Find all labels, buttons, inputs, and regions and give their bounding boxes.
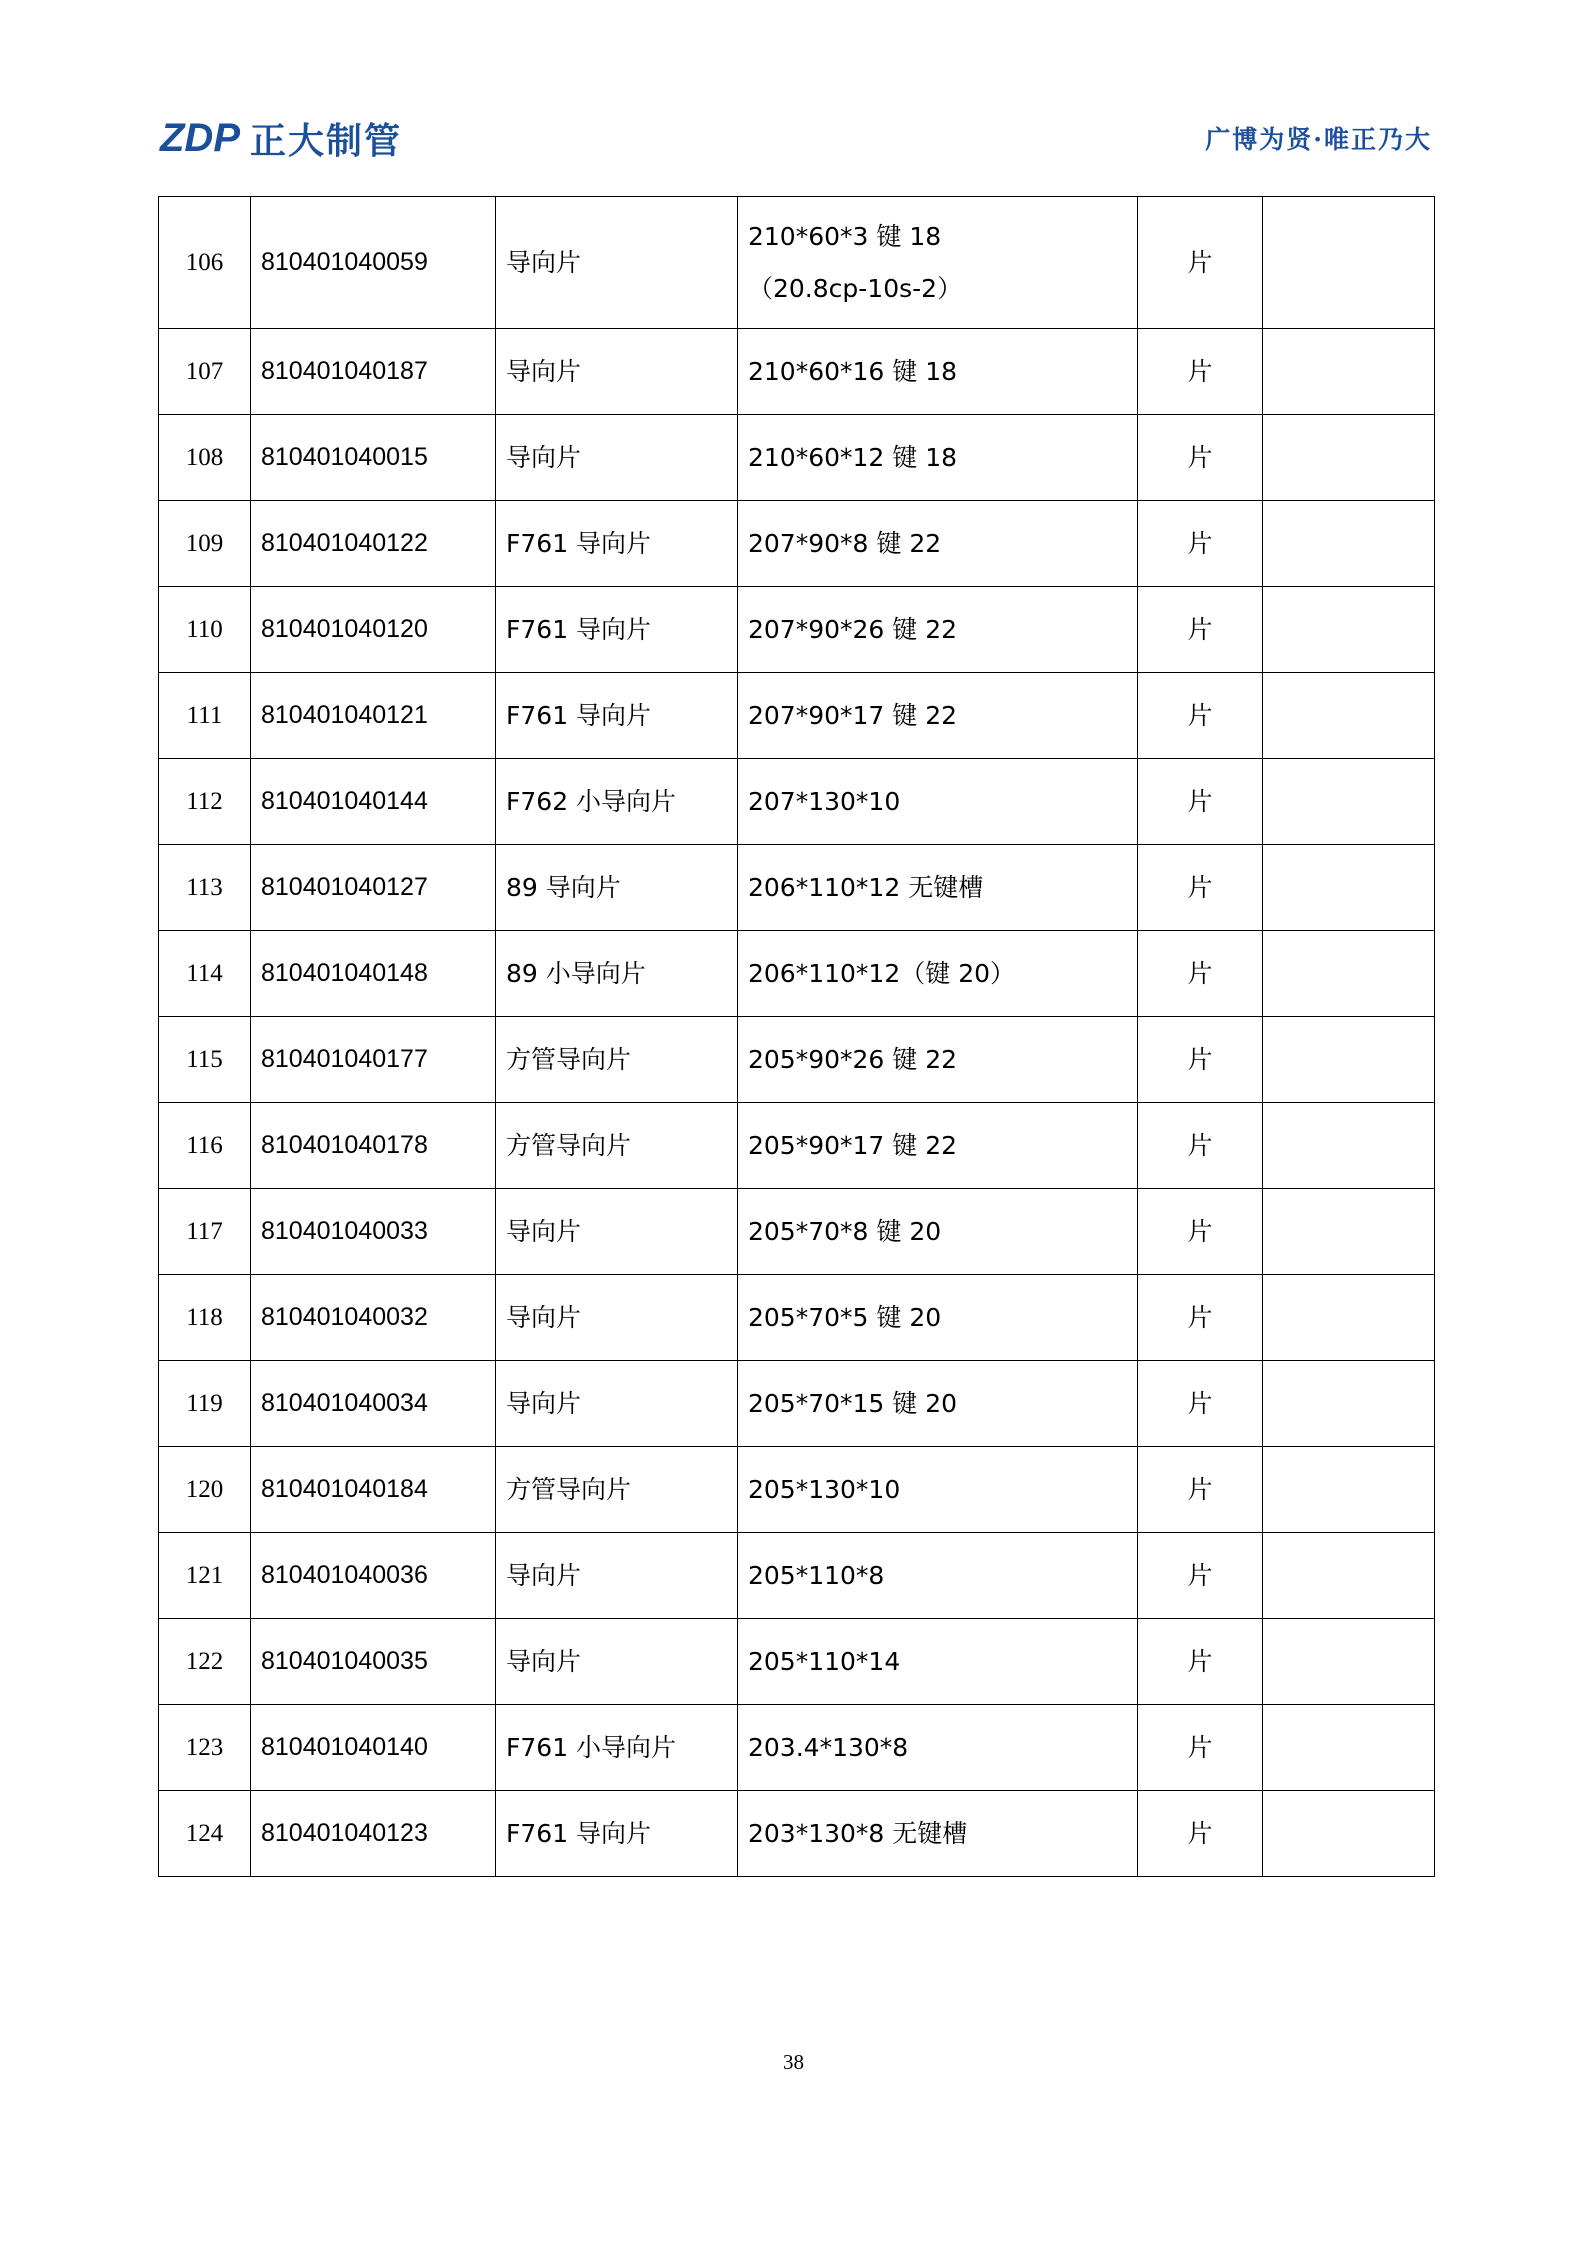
row-unit: 片 <box>1138 587 1263 673</box>
row-spec: 203.4*130*8 <box>738 1705 1138 1791</box>
table-row <box>159 845 1435 931</box>
row-spec: 205*70*15 键 20 <box>738 1361 1138 1447</box>
row-unit: 片 <box>1138 1103 1263 1189</box>
row-code: 810401040120 <box>251 587 496 673</box>
row-spec: 210*60*16 键 18 <box>738 329 1138 415</box>
row-index: 113 <box>159 845 251 931</box>
row-code: 810401040015 <box>251 415 496 501</box>
row-unit: 片 <box>1138 329 1263 415</box>
row-spec: 206*110*12（键 20） <box>738 931 1138 1017</box>
table-row <box>159 1275 1435 1361</box>
row-unit: 片 <box>1138 845 1263 931</box>
row-note <box>1263 845 1435 931</box>
row-unit: 片 <box>1138 673 1263 759</box>
row-unit: 片 <box>1138 415 1263 501</box>
row-index: 106 <box>159 197 251 329</box>
row-spec: 205*90*17 键 22 <box>738 1103 1138 1189</box>
row-name: 方管导向片 <box>496 1103 738 1189</box>
row-spec <box>738 197 1138 329</box>
row-note <box>1263 931 1435 1017</box>
row-unit: 片 <box>1138 197 1263 329</box>
zdp-logo-icon: ZDP <box>160 115 240 160</box>
table-row <box>159 1103 1435 1189</box>
row-code: 810401040123 <box>251 1791 496 1877</box>
row-note <box>1263 1791 1435 1877</box>
row-unit: 片 <box>1138 1533 1263 1619</box>
row-code: 810401040036 <box>251 1533 496 1619</box>
row-unit: 片 <box>1138 1705 1263 1791</box>
row-note <box>1263 1017 1435 1103</box>
row-spec: 207*90*8 键 22 <box>738 501 1138 587</box>
table-row <box>159 501 1435 587</box>
row-unit: 片 <box>1138 1275 1263 1361</box>
row-spec: 205*90*26 键 22 <box>738 1017 1138 1103</box>
row-note <box>1263 587 1435 673</box>
row-code: 810401040121 <box>251 673 496 759</box>
table-row <box>159 1791 1435 1877</box>
row-spec: 205*130*10 <box>738 1447 1138 1533</box>
row-name: 方管导向片 <box>496 1017 738 1103</box>
row-index: 111 <box>159 673 251 759</box>
row-note <box>1263 673 1435 759</box>
table-row <box>159 1017 1435 1103</box>
table-row <box>159 415 1435 501</box>
row-note <box>1263 1361 1435 1447</box>
row-note <box>1263 197 1435 329</box>
row-note <box>1263 759 1435 845</box>
row-unit: 片 <box>1138 759 1263 845</box>
row-name: 导向片 <box>496 329 738 415</box>
row-code: 810401040140 <box>251 1705 496 1791</box>
row-spec: 207*90*26 键 22 <box>738 587 1138 673</box>
row-index: 114 <box>159 931 251 1017</box>
row-index: 123 <box>159 1705 251 1791</box>
row-name: 导向片 <box>496 1189 738 1275</box>
row-unit: 片 <box>1138 1619 1263 1705</box>
table-row <box>159 1533 1435 1619</box>
row-note <box>1263 1447 1435 1533</box>
row-name: 89 导向片 <box>496 845 738 931</box>
company-logo <box>160 113 402 164</box>
row-note <box>1263 1189 1435 1275</box>
row-index: 120 <box>159 1447 251 1533</box>
row-index: 109 <box>159 501 251 587</box>
row-spec: 207*130*10 <box>738 759 1138 845</box>
row-code: 810401040178 <box>251 1103 496 1189</box>
row-code: 810401040035 <box>251 1619 496 1705</box>
row-note <box>1263 1533 1435 1619</box>
row-name-text: 导向片 <box>506 247 582 277</box>
table-row <box>159 931 1435 1017</box>
row-note <box>1263 501 1435 587</box>
row-index: 116 <box>159 1103 251 1189</box>
row-index: 112 <box>159 759 251 845</box>
row-code: 810401040184 <box>251 1447 496 1533</box>
table-row <box>159 1705 1435 1791</box>
row-note <box>1263 329 1435 415</box>
row-code: 810401040148 <box>251 931 496 1017</box>
row-note <box>1263 1275 1435 1361</box>
table-row <box>159 1447 1435 1533</box>
row-name: 导向片 <box>496 1619 738 1705</box>
row-note <box>1263 1619 1435 1705</box>
row-spec: 206*110*12 无键槽 <box>738 845 1138 931</box>
row-name: F761 导向片 <box>496 1791 738 1877</box>
row-unit: 片 <box>1138 1189 1263 1275</box>
row-spec-text: 210*60*3 键 18 <box>748 221 942 251</box>
table-row <box>159 197 1435 329</box>
row-index: 115 <box>159 1017 251 1103</box>
row-name: 导向片 <box>496 1275 738 1361</box>
company-slogan: 广博为贤·唯正乃大 <box>1205 125 1432 154</box>
table-row <box>159 759 1435 845</box>
row-spec: 205*110*8 <box>738 1533 1138 1619</box>
row-unit: 片 <box>1138 1017 1263 1103</box>
row-code: 810401040144 <box>251 759 496 845</box>
row-spec: 205*70*5 键 20 <box>738 1275 1138 1361</box>
table-row <box>159 329 1435 415</box>
row-index: 119 <box>159 1361 251 1447</box>
table-row <box>159 1361 1435 1447</box>
row-name: F761 导向片 <box>496 587 738 673</box>
row-name: 89 小导向片 <box>496 931 738 1017</box>
row-index: 121 <box>159 1533 251 1619</box>
parts-table <box>158 196 1435 1877</box>
row-code: 810401040059 <box>251 197 496 329</box>
table-row <box>159 587 1435 673</box>
table-row <box>159 1619 1435 1705</box>
row-code: 810401040187 <box>251 329 496 415</box>
row-note <box>1263 415 1435 501</box>
row-index: 124 <box>159 1791 251 1877</box>
row-index: 122 <box>159 1619 251 1705</box>
row-name: 导向片 <box>496 1533 738 1619</box>
row-unit: 片 <box>1138 931 1263 1017</box>
row-spec: 205*110*14 <box>738 1619 1138 1705</box>
row-unit: 片 <box>1138 501 1263 587</box>
row-code: 810401040177 <box>251 1017 496 1103</box>
row-spec: 207*90*17 键 22 <box>738 673 1138 759</box>
row-unit: 片 <box>1138 1791 1263 1877</box>
row-name: F762 小导向片 <box>496 759 738 845</box>
row-code: 810401040033 <box>251 1189 496 1275</box>
row-name: F761 小导向片 <box>496 1705 738 1791</box>
page-header <box>160 108 1432 168</box>
row-name: F761 导向片 <box>496 501 738 587</box>
company-name: 正大制管 <box>250 120 403 162</box>
row-name: 方管导向片 <box>496 1447 738 1533</box>
row-code: 810401040127 <box>251 845 496 931</box>
row-index: 118 <box>159 1275 251 1361</box>
row-index: 117 <box>159 1189 251 1275</box>
row-name: F761 导向片 <box>496 673 738 759</box>
row-index: 110 <box>159 587 251 673</box>
row-note <box>1263 1705 1435 1791</box>
row-note <box>1263 1103 1435 1189</box>
parts-table-body <box>159 197 1435 1877</box>
row-unit: 片 <box>1138 1447 1263 1533</box>
row-spec: 210*60*12 键 18 <box>738 415 1138 501</box>
row-code: 810401040122 <box>251 501 496 587</box>
row-name: 导向片 <box>496 415 738 501</box>
row-unit: 片 <box>1138 1361 1263 1447</box>
row-name <box>496 197 738 329</box>
parts-table-container <box>158 196 1434 1877</box>
row-code: 810401040032 <box>251 1275 496 1361</box>
row-index: 107 <box>159 329 251 415</box>
row-name: 导向片 <box>496 1361 738 1447</box>
table-row <box>159 1189 1435 1275</box>
page-number: 38 <box>783 2050 804 2074</box>
row-spec-subtext: （20.8cp-10s-2） <box>748 273 963 303</box>
row-spec: 205*70*8 键 20 <box>738 1189 1138 1275</box>
row-index: 108 <box>159 415 251 501</box>
row-code: 810401040034 <box>251 1361 496 1447</box>
table-row <box>159 673 1435 759</box>
row-spec: 203*130*8 无键槽 <box>738 1791 1138 1877</box>
